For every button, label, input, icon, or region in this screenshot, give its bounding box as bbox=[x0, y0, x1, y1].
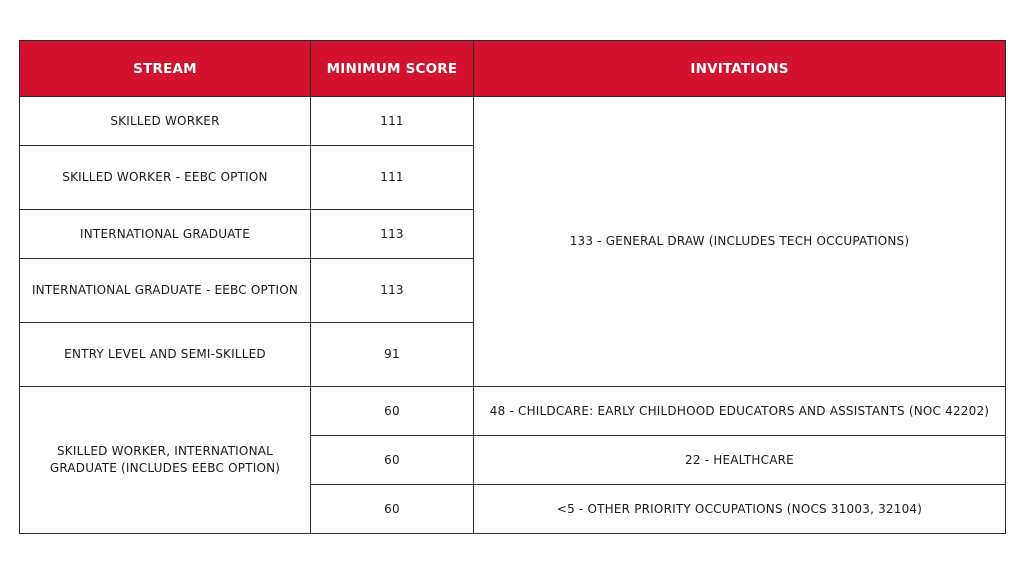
score-cell: 113 bbox=[311, 210, 474, 259]
stream-cell: ENTRY LEVEL AND SEMI-SKILLED bbox=[20, 323, 311, 387]
general-invitation-cell: 133 - GENERAL DRAW (INCLUDES TECH OCCUPATIONS) bbox=[474, 97, 1006, 387]
score-cell: 60 bbox=[311, 485, 474, 534]
invitation-cell: <5 - OTHER PRIORITY OCCUPATIONS (NOCS 31003, 32104) bbox=[474, 485, 1006, 534]
stream-cell: INTERNATIONAL GRADUATE bbox=[20, 210, 311, 259]
score-cell: 60 bbox=[311, 436, 474, 485]
stream-cell: SKILLED WORKER - EEBC OPTION bbox=[20, 146, 311, 210]
table-row bbox=[20, 97, 1006, 146]
stream-cell: SKILLED WORKER bbox=[20, 97, 311, 146]
table-row bbox=[20, 387, 1006, 436]
targeted-stream-cell: SKILLED WORKER, INTERNATIONAL GRADUATE (INCLUDES EEBC OPTION) bbox=[20, 387, 311, 534]
score-cell: 111 bbox=[311, 146, 474, 210]
score-cell: 60 bbox=[311, 387, 474, 436]
header-stream: STREAM bbox=[20, 41, 311, 97]
draw-results-table bbox=[19, 40, 1006, 534]
score-cell: 113 bbox=[311, 259, 474, 323]
score-cell: 111 bbox=[311, 97, 474, 146]
invitation-cell: 48 - CHILDCARE: EARLY CHILDHOOD EDUCATORS AND ASSISTANTS (NOC 42202) bbox=[474, 387, 1006, 436]
score-cell: 91 bbox=[311, 323, 474, 387]
header-minimum-score: MINIMUM SCORE bbox=[311, 41, 474, 97]
table-header-row bbox=[20, 41, 1006, 97]
invitation-cell: 22 - HEALTHCARE bbox=[474, 436, 1006, 485]
stream-cell: INTERNATIONAL GRADUATE - EEBC OPTION bbox=[20, 259, 311, 323]
header-invitations: INVITATIONS bbox=[474, 41, 1006, 97]
